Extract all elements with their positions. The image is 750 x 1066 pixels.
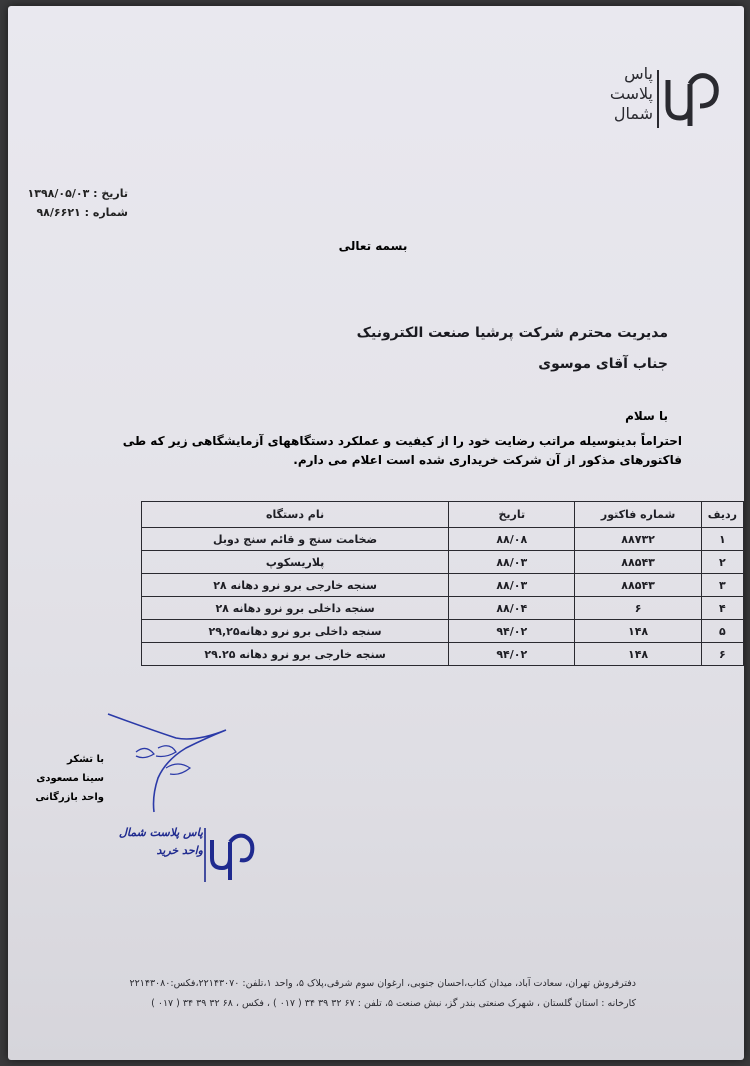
letter-body: احتراماً بدینوسیله مراتب رضایت خود را از کیفیت و عملکرد دستگاههای آزمایشگاهی زیر که طی فاکتورهای مذکور از آن شرکت خریداری شده است اعلام می دارم. [122, 434, 682, 467]
cell-invoice-number: ۱۴۸ [575, 643, 701, 666]
cell-date: ۹۴/۰۲ [449, 643, 575, 666]
header-device-name: نام دستگاه [142, 502, 449, 528]
company-name [593, 64, 653, 124]
table-row [142, 528, 744, 551]
cell-date: ۸۸/۰۳ [449, 574, 575, 597]
cell-device-name: سنجه داخلی برو نرو دهانه۲۹,۲۵ [142, 620, 449, 643]
letter-heading: بسمه تعالی [338, 239, 408, 253]
stamp-text [118, 824, 203, 860]
letter-meta [28, 184, 128, 222]
table-row [142, 597, 744, 620]
header-row-number: ردیف [701, 502, 743, 528]
device-table [141, 501, 744, 666]
signer-name: سینا مسعودی [36, 773, 104, 784]
cell-date: ۸۸/۰۴ [449, 597, 575, 620]
cell-date: ۹۴/۰۲ [449, 620, 575, 643]
cell-row-number: ۴ [701, 597, 743, 620]
stamp-company: پاس پلاست شمال [118, 826, 203, 839]
sales-office-address: دفترفروش تهران، سعادت آباد، میدان کتاب،احسان جنوبی، ارغوان سوم شرقی،پلاک ۵، واحد ۱،تلفن: ۲۲۱۴۳۰۷۰،فکس:۲۲۱۴۳۰۸۰ [129, 978, 636, 989]
cell-device-name: سنجه خارجی برو نرو دهانه ۲۹.۲۵ [142, 643, 449, 666]
cell-invoice-number: ۸۸۵۴۳ [575, 574, 701, 597]
letter-page [8, 6, 744, 1060]
signature-block [35, 750, 104, 807]
letter-date: تاریخ : ۱۳۹۸/۰۵/۰۳ [27, 187, 128, 200]
handwritten-signature [106, 708, 236, 818]
company-name-line: شمال [613, 104, 653, 123]
cell-row-number: ۱ [701, 528, 743, 551]
recipient-company: مدیریت محترم شرکت پرشیا صنعت الکترونیک [356, 325, 668, 341]
cell-row-number: ۳ [701, 574, 743, 597]
factory-address: کارخانه : استان گلستان ، شهرک صنعتی بندر گز، نبش صنعت ۵، تلفن : ۶۷ ۳۲ ۳۹ ۳۴ ( ۰۱۷ ) ، فکس ، ۶۸ ۳۲ ۳۹ ۳۴ ( ۰۱۷ ) [151, 998, 636, 1009]
cell-device-name: سنجه داخلی برو نرو دهانه ۲۸ [142, 597, 449, 620]
company-name-line: پاس [624, 64, 653, 83]
cell-device-name: ضخامت سنج و قائم سنج دوبل [142, 528, 449, 551]
table-row [142, 551, 744, 574]
cell-row-number: ۶ [701, 643, 743, 666]
cell-device-name: پلاریسکوپ [142, 551, 449, 574]
stamp-department: واحد خرید [156, 844, 203, 857]
signer-department: واحد بازرگانی [35, 792, 104, 803]
greeting: با سلام [625, 409, 668, 423]
header-invoice-number: شماره فاکتور [575, 502, 701, 528]
company-name-line: پلاست [609, 84, 653, 103]
letter-footer [130, 974, 636, 1014]
recipient-block [357, 318, 668, 380]
cell-invoice-number: ۱۴۸ [575, 620, 701, 643]
table-header-row [142, 502, 744, 528]
company-logo-icon [656, 66, 722, 132]
table-row [142, 643, 744, 666]
cell-row-number: ۵ [701, 620, 743, 643]
cell-invoice-number: ۸۸۵۴۳ [575, 551, 701, 574]
recipient-person: جناب آقای موسوی [538, 356, 668, 372]
table-row [142, 620, 744, 643]
header-date: تاریخ [449, 502, 575, 528]
table-row [142, 574, 744, 597]
closing: با تشکر [67, 754, 104, 765]
cell-invoice-number: ۸۸۷۳۲ [575, 528, 701, 551]
cell-row-number: ۲ [701, 551, 743, 574]
cell-date: ۸۸/۰۳ [449, 551, 575, 574]
cell-date: ۸۸/۰۸ [449, 528, 575, 551]
cell-device-name: سنجه خارجی برو نرو دهانه ۲۸ [142, 574, 449, 597]
cell-invoice-number: ۶ [575, 597, 701, 620]
letter-number: شماره : ۹۸/۶۶۲۱ [36, 206, 128, 219]
